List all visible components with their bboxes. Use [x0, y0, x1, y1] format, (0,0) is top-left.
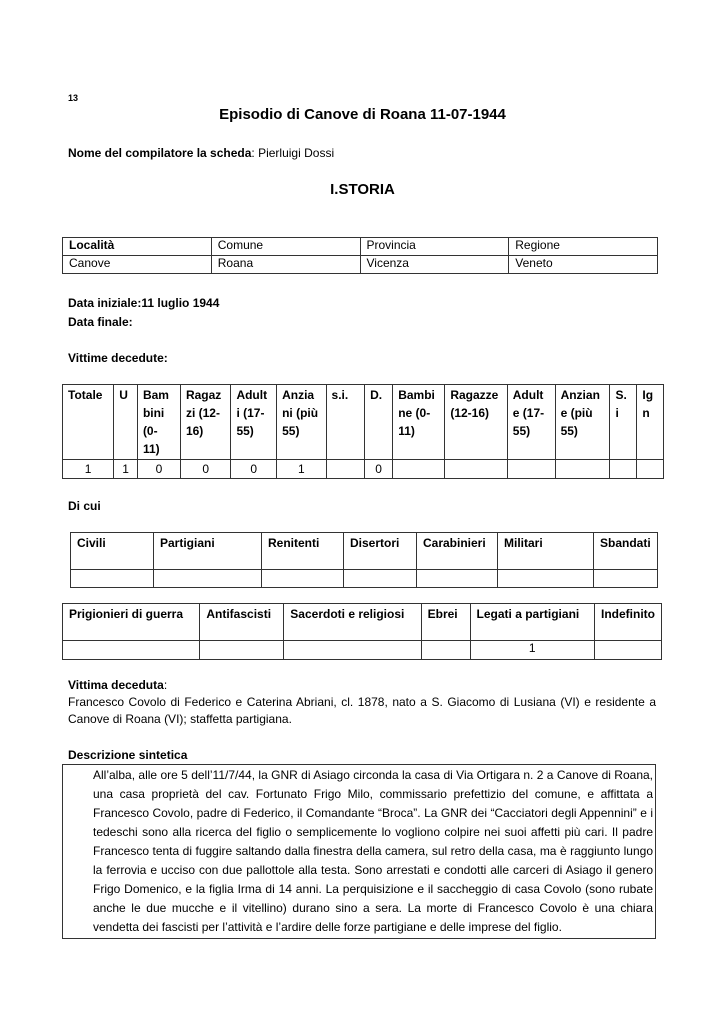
victims-header-line: 55) [512, 424, 531, 438]
prisoners-table [62, 603, 662, 660]
dicui-table [70, 532, 658, 588]
victims-header-cell [277, 385, 326, 460]
location-table [62, 237, 658, 274]
description-label: Descrizione sintetica [68, 748, 188, 762]
page-number: 13 [68, 93, 79, 103]
dicui-header-cell: Sbandati [594, 533, 658, 570]
victims-value-cell [637, 460, 664, 479]
dicui-value-cell [417, 570, 498, 588]
date-end: Data finale: [68, 315, 133, 329]
victims-header-line: Ragazze [450, 388, 499, 402]
victims-value-cell: 1 [63, 460, 114, 479]
title-text: Episodio di Canove di Roana 11-07-1944 [219, 106, 506, 123]
victims-header-line: S. [615, 388, 627, 402]
victims-header-line: 16) [185, 424, 204, 438]
dicui-value-cell [71, 570, 154, 588]
victims-header-line: Bambi [398, 388, 435, 402]
victims-header-line: n [642, 406, 650, 420]
victims-header-line: ni (più [282, 406, 319, 420]
prisoners-value-cell [595, 641, 662, 660]
dicui-value-cell [262, 570, 344, 588]
prisoners-header-cell: Legati a partigiani [470, 604, 594, 641]
victims-header-line: i [615, 406, 619, 420]
dicui-value-cell [344, 570, 417, 588]
description-box [62, 764, 656, 939]
victims-header-cell [63, 385, 114, 460]
dicui-header-cell: Civili [71, 533, 154, 570]
victims-table [62, 384, 664, 479]
location-value-cell: Roana [211, 256, 360, 274]
victims-value-cell [507, 460, 555, 479]
victims-value-cell [445, 460, 507, 479]
location-header-cell: Comune [211, 238, 360, 256]
victims-header-line: 55) [282, 424, 300, 438]
victim-block: Vittima deceduta: Francesco Covolo di Federico e Caterina Abriani, cl. 1878, nato a S. Giacomo di Lusiana (VI) e residente a Canove di Roana (VI); staffetta partigiana. [68, 678, 656, 726]
dicui-header-cell: Militari [498, 533, 594, 570]
victims-value-row [63, 460, 664, 479]
location-value-cell: Canove [63, 256, 212, 274]
victims-header-line: s.i. [331, 388, 349, 402]
location-header-cell: Regione [509, 238, 658, 256]
prisoners-header-cell: Antifascisti [200, 604, 284, 641]
victims-value-cell [326, 460, 365, 479]
prisoners-value-row [63, 641, 662, 660]
victims-header-line: Bam [142, 388, 169, 402]
victims-header-line: Totale [68, 388, 103, 402]
victims-header-line: 55) [560, 424, 578, 438]
location-header-cell: Località [63, 238, 212, 256]
dicui-label: Di cui [68, 499, 101, 513]
prisoners-header-cell: Indefinito [595, 604, 662, 641]
location-header-row [63, 238, 658, 256]
victims-header-cell [137, 385, 180, 460]
victim-label: Vittima deceduta [68, 678, 164, 692]
victims-header-line: Adult [236, 388, 268, 402]
victims-header-cell [610, 385, 637, 460]
victims-header-cell [180, 385, 230, 460]
victims-header-line: 11) [142, 442, 160, 456]
victims-value-cell [610, 460, 637, 479]
prisoners-value-cell [284, 641, 421, 660]
compiler-name: Pierluigi Dossi [258, 146, 335, 160]
location-value-cell: Veneto [509, 256, 658, 274]
victims-header-line: Ragaz [185, 388, 222, 402]
victims-header-line: e (17- [512, 406, 545, 420]
prisoners-value-cell [421, 641, 470, 660]
victims-header-line: Adult [512, 388, 544, 402]
prisoners-value-cell [63, 641, 200, 660]
date-start: Data iniziale:11 luglio 1944 [68, 296, 220, 310]
compiler-line [68, 146, 334, 160]
victims-value-cell: 0 [137, 460, 180, 479]
prisoners-header-row [63, 604, 662, 641]
victim-text: Francesco Covolo di Federico e Caterina Abriani, cl. 1878, nato a S. Giacomo di Lusiana (VI) e residente a Canove di Roana (VI); staffetta partigiana. [68, 695, 656, 726]
dicui-header-cell: Partigiani [154, 533, 262, 570]
victims-header-cell [114, 385, 138, 460]
victims-header-line: 55) [236, 424, 254, 438]
victims-value-cell [393, 460, 445, 479]
victims-header-line: U [119, 388, 128, 402]
dicui-header-cell: Carabinieri [417, 533, 498, 570]
document-title [0, 106, 725, 123]
location-header-cell: Provincia [360, 238, 509, 256]
victims-header-line: Ig [642, 388, 654, 402]
victims-value-cell [555, 460, 610, 479]
victims-value-cell: 0 [180, 460, 230, 479]
prisoners-value-cell [200, 641, 284, 660]
victims-header-line: zi (12- [185, 406, 220, 420]
victims-header-line: Anzian [560, 388, 600, 402]
victims-header-line: bini [142, 406, 165, 420]
victims-header-cell [507, 385, 555, 460]
victims-label: Vittime decedute: [68, 351, 168, 365]
victims-header-cell [231, 385, 277, 460]
dicui-value-cell [498, 570, 594, 588]
victims-value-cell: 1 [114, 460, 138, 479]
victims-value-cell: 1 [277, 460, 326, 479]
compiler-sep: : [251, 146, 259, 160]
victims-header-cell [326, 385, 365, 460]
victims-header-line: i (17- [236, 406, 265, 420]
prisoners-header-cell: Sacerdoti e religiosi [284, 604, 421, 641]
dicui-value-cell [154, 570, 262, 588]
prisoners-header-cell: Ebrei [421, 604, 470, 641]
victims-header-line: Anzia [282, 388, 315, 402]
victims-header-line: (12-16) [450, 406, 490, 420]
prisoners-header-cell: Prigionieri di guerra [63, 604, 200, 641]
victims-header-cell [393, 385, 445, 460]
victims-header-cell [445, 385, 507, 460]
victims-header-row [63, 385, 664, 460]
victims-value-cell: 0 [365, 460, 393, 479]
location-value-row [63, 256, 658, 274]
dicui-value-row [71, 570, 658, 588]
victims-header-line: 11) [398, 424, 415, 438]
victims-header-line: (0- [142, 424, 158, 438]
victims-header-cell [637, 385, 664, 460]
section-heading: I.STORIA [330, 181, 395, 198]
victims-header-line: ne (0- [398, 406, 431, 420]
prisoners-value-cell: 1 [470, 641, 594, 660]
dicui-header-cell: Disertori [344, 533, 417, 570]
victims-header-line: e (più [560, 406, 593, 420]
dicui-header-cell: Renitenti [262, 533, 344, 570]
victims-header-cell [555, 385, 610, 460]
description-text: All’alba, alle ore 5 dell’11/7/44, la GNR di Asiago circonda la casa di Via Ortigara n. 2 a Canove di Roana, una casa proprietà del cav. Fortunato Frigo Milo, commissario prefettizio del comune, e affittata a Francesco Covolo, padre di Federico, il Comandante “Broca”. La GNR dei “Cacciatori degli Appennini” e i tedeschi sono alla ricerca del figlio o semplicemente lo vogliono colpire nei suoi affetti più cari. Il padre Francesco tenta di fuggire saltando dalla finestra della camera, sul retro della casa, ma è raggiunto lungo la ferrovia e ucciso con due pallottole alla testa. Sono arrestati e condotti alle carceri di Asiago il genero Frigo Domenico, e la figlia Irma di 14 anni. La perquisizione e il saccheggio di casa Covolo (sono rubate anche le due mucche e il vitellino) durano sino a sera. La morte di Francesco Covolo è una chiara vendetta dei fascisti per l’attività e l’ardire delle forze partigiane e delle imprese del figlio. [93, 768, 653, 934]
victims-header-line: D. [370, 388, 383, 402]
compiler-label: Nome del compilatore la scheda [68, 146, 252, 160]
dicui-header-row [71, 533, 658, 570]
victims-header-cell [365, 385, 393, 460]
location-value-cell: Vicenza [360, 256, 509, 274]
victims-value-cell: 0 [231, 460, 277, 479]
dicui-value-cell [594, 570, 658, 588]
